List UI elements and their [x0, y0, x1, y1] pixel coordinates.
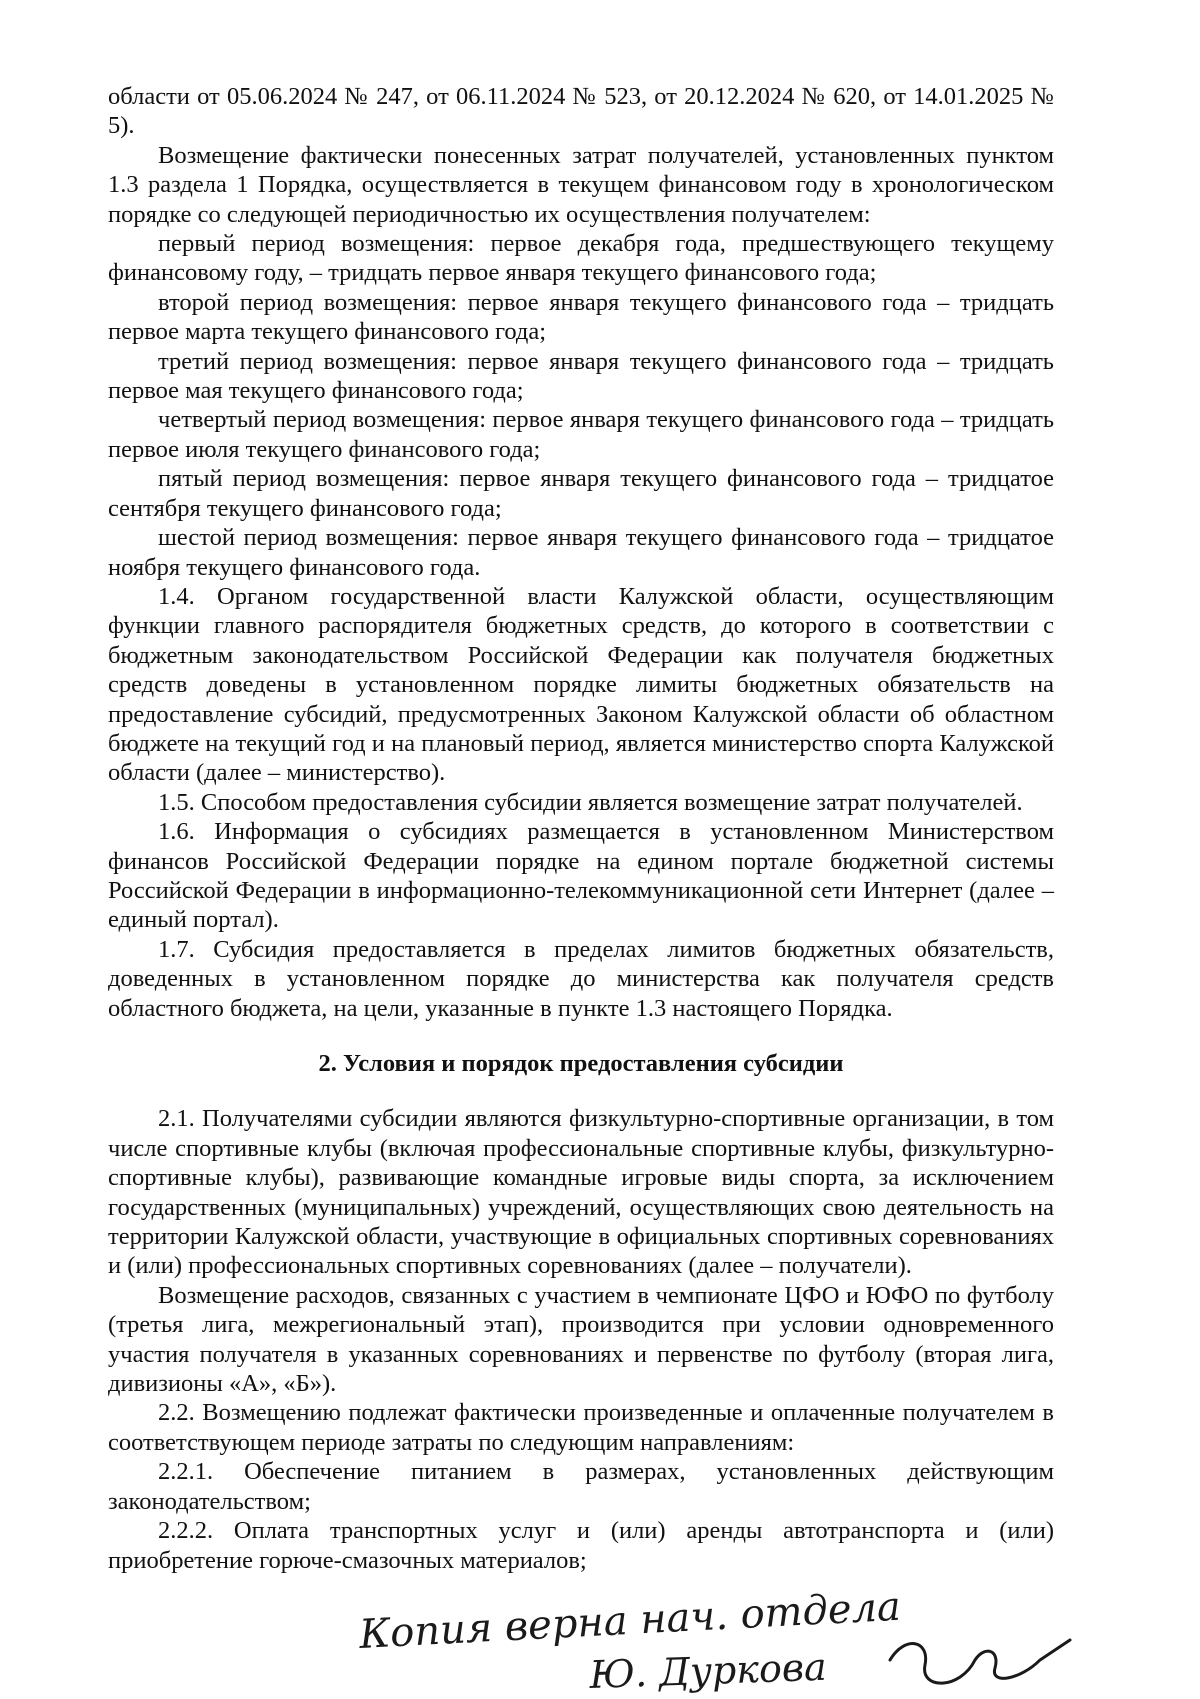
section-heading: 2. Условия и порядок предоставления субсидии: [318, 1050, 844, 1077]
paragraph: первый период возмещения: первое декабря года, предшествующего текущему финансовому году, – тридцать первое января текущего финансового года;: [108, 230, 1054, 287]
paragraph: 1.5. Способом предоставления субсидии является возмещение затрат получателей.: [158, 788, 1023, 816]
paragraph: шестой период возмещения: первое января текущего финансового года – тридцатое ноября текущего финансового года.: [108, 524, 1054, 581]
paragraph: 1.7. Субсидия предоставляется в пределах лимитов бюджетных обязательств, доведенных в установленном порядке до министерства как получателя средств областного бюджета, на цели, указанные в пункте 1.3 настоящего Порядка.: [108, 935, 1054, 1022]
paragraph: пятый период возмещения: первое января текущего финансового года – тридцатое сентября текущего финансового года;: [108, 465, 1054, 522]
paragraph: четвертый период возмещения: первое января текущего финансового года – тридцать первое июля текущего финансового года;: [108, 406, 1054, 463]
paragraph: 2.2. Возмещению подлежат фактически произведенные и оплаченные получателем в соответствующем периоде затраты по следующим направлениям:: [108, 1399, 1054, 1456]
signature-stroke: [890, 1640, 1070, 1683]
paragraph: 2.2.1. Обеспечение питанием в размерах, установленных действующим законодательством;: [108, 1458, 1054, 1515]
handwritten-line-1: Копия верна нач. отдела: [358, 1583, 902, 1658]
paragraph: третий период возмещения: первое января текущего финансового года – тридцать первое мая текущего финансового года;: [108, 347, 1054, 405]
paragraph: Возмещение расходов, связанных с участием в чемпионате ЦФО и ЮФО по футболу (третья лига, межрегиональный этап), производится при условии одновременного участия получателя в указанных соревнованиях и первенстве по футболу (вторая лига, дивизионы «А», «Б»).: [108, 1281, 1054, 1398]
paragraph: Возмещение фактически понесенных затрат получателей, установленных пунктом 1.3 раздела 1 Порядка, осуществляется в текущем финансовом году в хронологическом порядке со следующей периодичностью их осуществления получателем:: [108, 141, 1054, 228]
paragraph: второй период возмещения: первое января текущего финансового года – тридцать первое марта текущего финансового года;: [108, 288, 1054, 346]
paragraph: области от 05.06.2024 № 247, от 06.11.2024 № 523, от 20.12.2024 № 620, от 14.01.2025 № 5).: [108, 83, 1054, 140]
document-page: [108, 82, 1054, 1575]
paragraph: 2.2.2. Оплата транспортных услуг и (или) аренды автотранспорта и (или) приобретение горюче-смазочных материалов;: [108, 1517, 1054, 1574]
handwritten-line-2: Ю. Дуркова: [588, 1644, 828, 1697]
paragraph: 1.4. Органом государственной власти Калужской области, осуществляющим функции главного распорядителя бюджетных средств, до которого в соответствии с бюджетным законодательством Российской Федерации как получателя бюджетных средств доведены в установленном порядке лимиты бюджетных обязательств на предоставление субсидий, предусмотренных Законом Калужской области об областном бюджете на текущий год и на плановый период, является министерство спорта Калужской области (далее – министерство).: [108, 582, 1054, 787]
paragraph: 2.1. Получателями субсидии являются физкультурно-спортивные организации, в том числе спортивные клубы (включая профессиональные спортивные клубы, физкультурно-спортивные клубы), развивающие командные игровые виды спорта, за исключением государственных (муниципальных) учреждений, осуществляющих свою деятельность на территории Калужской области, участвующие в официальных спортивных соревнованиях и (или) профессиональных спортивных соревнованиях (далее – получатели).: [108, 1105, 1054, 1280]
paragraph: 1.6. Информация о субсидиях размещается в установленном Министерством финансов Российской Федерации порядке на едином портале бюджетной системы Российской Федерации в информационно-телекоммуникационной сети Интернет (далее – единый портал).: [108, 818, 1054, 934]
